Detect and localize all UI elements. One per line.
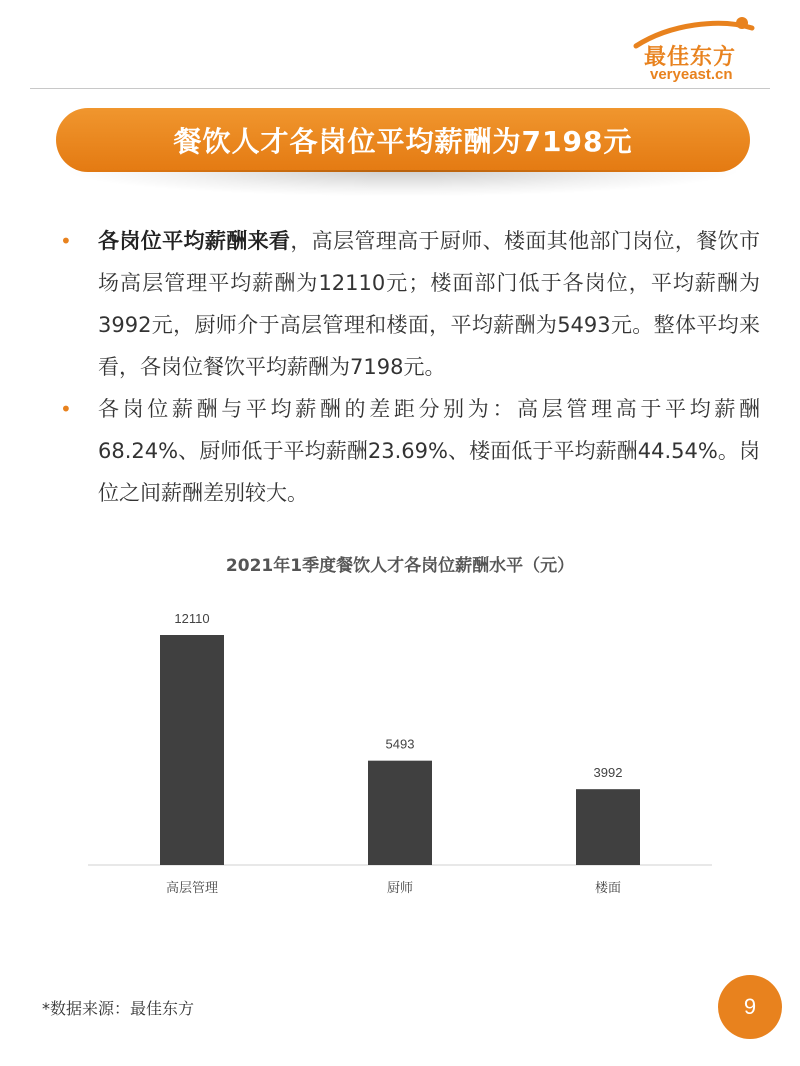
- bar-value-label: 3992: [593, 765, 623, 781]
- bullet-text: ，高层管理高于厨师、楼面其他部门岗位，餐饮市场高层管理平均薪酬为12110元；楼面部门低于各岗位，平均薪酬为3992元，厨师介于高层管理和楼面，平均薪酬为5493元。整体平均来看，各岗位餐饮平均薪酬为7198元。: [98, 229, 761, 379]
- category-label: 楼面: [594, 881, 622, 896]
- category-label: 高层管理: [165, 881, 219, 896]
- bar-group: [160, 611, 640, 896]
- bullet-list: [60, 220, 760, 514]
- bar-value-label: 5493: [385, 736, 415, 752]
- page-number: 9: [718, 975, 782, 1039]
- title-banner: [56, 108, 750, 172]
- bullet-heading: 各岗位平均薪酬来看: [98, 229, 291, 253]
- brand-logo: [630, 14, 760, 84]
- logo-text-en: veryeast.cn: [650, 66, 733, 83]
- bullet-dot-icon: •: [60, 397, 72, 421]
- bullet-item: [60, 388, 760, 514]
- bullet-text: 各岗位薪酬与平均薪酬的差距分别为：高层管理高于平均薪酬68.24%、厨师低于平均薪酬23.69%、楼面低于平均薪酬44.54%。岗位之间薪酬差别较大。: [98, 397, 760, 505]
- bar: [368, 761, 432, 865]
- bar: [576, 789, 640, 865]
- bullet-dot-icon: •: [60, 229, 72, 253]
- category-label: 厨师: [386, 881, 414, 896]
- page-title: 餐饮人才各岗位平均薪酬为7198元: [173, 125, 633, 158]
- banner-shadow: [70, 170, 736, 196]
- bar-value-label: 12110: [174, 611, 210, 626]
- bullet-item: [60, 220, 760, 388]
- salary-bar-chart: [0, 540, 800, 920]
- header-divider: [30, 88, 770, 89]
- logo-text-cn: 最佳东方: [644, 45, 737, 70]
- chart-title: 2021年1季度餐饮人才各岗位薪酬水平（元）: [225, 556, 575, 576]
- data-source-note: *数据来源：最佳东方: [42, 999, 195, 1018]
- bar: [160, 635, 224, 865]
